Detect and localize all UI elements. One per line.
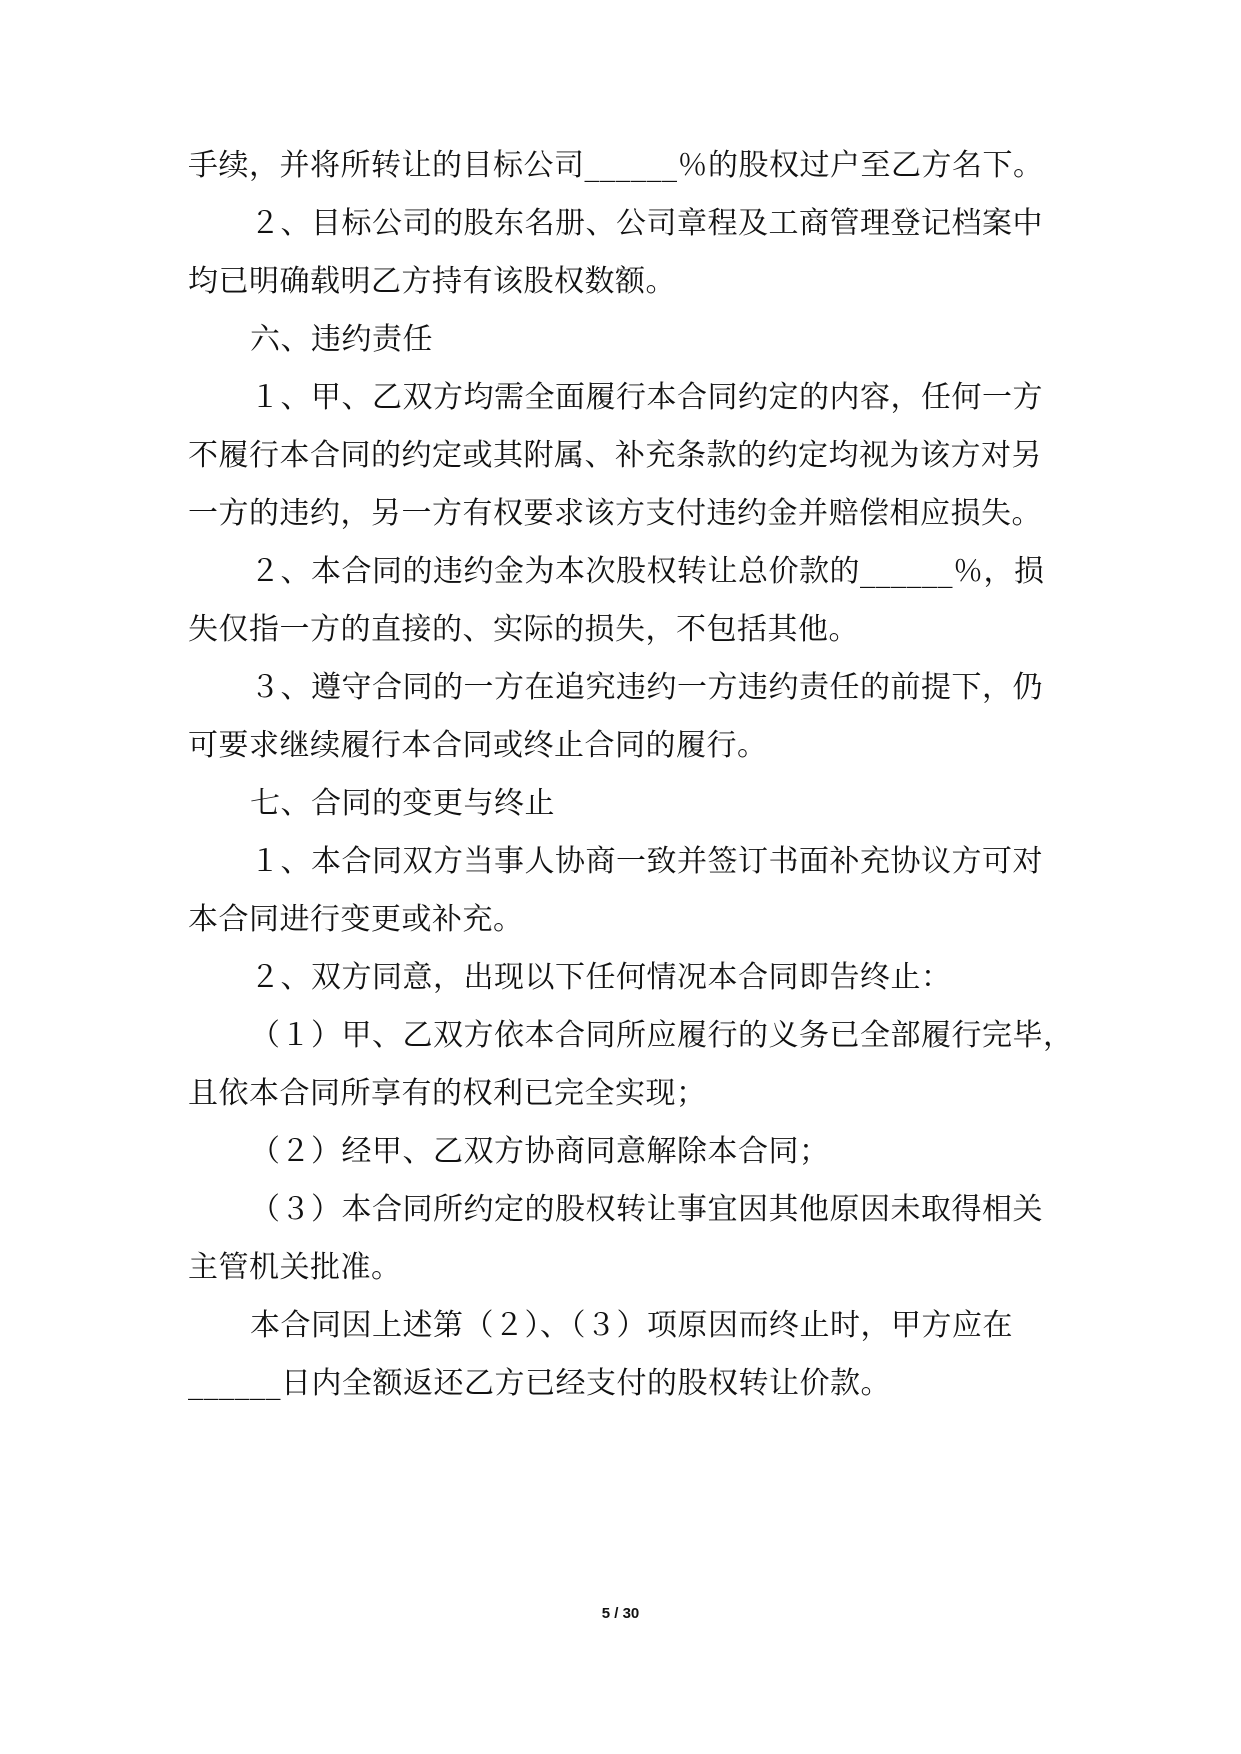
text-line: 可要求继续履行本合同或终止合同的履行。 <box>188 728 768 763</box>
text-line: （１）甲、乙双方依本合同所应履行的义务已全部履行完毕， <box>250 1018 1074 1053</box>
text-line: 本合同因上述第（２）、（３）项原因而终止时，甲方应在 <box>250 1308 1013 1343</box>
text-line: 主管机关批准。 <box>188 1250 402 1285</box>
text-line: 且依本合同所享有的权利已完全实现； <box>188 1076 707 1111</box>
text-line: ２、目标公司的股东名册、公司章程及工商管理登记档案中 <box>250 206 1043 241</box>
text-line: 均已明确载明乙方持有该股权数额。 <box>188 264 676 299</box>
text-line: （３）本合同所约定的股权转让事宜因其他原因未取得相关 <box>250 1192 1043 1227</box>
text-line: ２、双方同意，出现以下任何情况本合同即告终止： <box>250 960 952 995</box>
text-line: 一方的违约，另一方有权要求该方支付违约金并赔偿相应损失。 <box>188 496 1042 531</box>
text-line: １、甲、乙双方均需全面履行本合同约定的内容，任何一方 <box>250 380 1043 415</box>
text-line: ３、遵守合同的一方在追究违约一方违约责任的前提下，仍 <box>250 670 1043 705</box>
text-line: 手续，并将所转让的目标公司______％的股权过户至乙方名下。 <box>188 148 1044 183</box>
text-line: 本合同进行变更或补充。 <box>188 902 524 937</box>
text-line: ２、本合同的违约金为本次股权转让总价款的______％，损 <box>250 554 1045 589</box>
text-line: 不履行本合同的约定或其附属、补充条款的约定均视为该方对另 <box>188 438 1042 473</box>
section-heading: 七、合同的变更与终止 <box>250 786 555 821</box>
text-line: １、本合同双方当事人协商一致并签订书面补充协议方可对 <box>250 844 1043 879</box>
section-heading: 六、违约责任 <box>250 322 433 357</box>
text-line: （２）经甲、乙双方协商同意解除本合同； <box>250 1134 830 1169</box>
text-line: ______日内全额返还乙方已经支付的股权转让价款。 <box>188 1366 891 1401</box>
text-line: 失仅指一方的直接的、实际的损失，不包括其他。 <box>188 612 859 647</box>
page-number: 5 / 30 <box>601 1605 640 1622</box>
